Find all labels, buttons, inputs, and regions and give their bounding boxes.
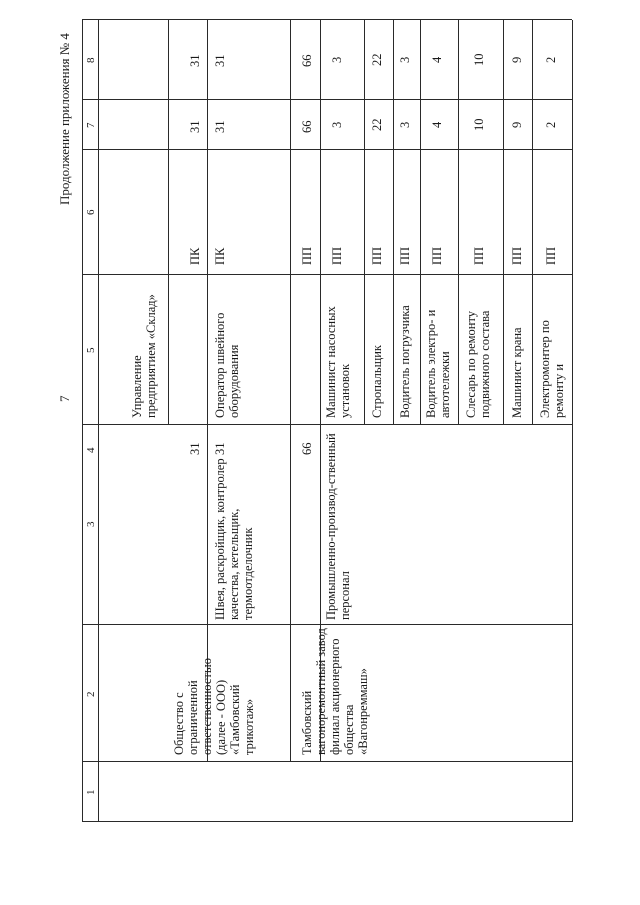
vag-total: 66 — [300, 442, 314, 455]
vag-row-1-col8: 3 — [330, 56, 344, 63]
vag-row-1-col5: Машинист насосных установок — [324, 306, 352, 418]
col-header-8: 8 — [85, 57, 97, 63]
vag-row-7-col6: ПП — [544, 246, 558, 265]
vag-row-6-col6: ПП — [510, 246, 524, 265]
skl-row2-col7: 31 — [213, 120, 227, 133]
skl-row2-col5: Оператор швейного оборудования — [213, 312, 241, 418]
col-header-2: 2 — [85, 691, 97, 697]
vag-row-5-col7: 10 — [472, 118, 486, 131]
skl-row2-col8: 31 — [213, 54, 227, 67]
vag-row-6-col5: Машинист крана — [510, 327, 524, 418]
continuation-caption: Продолжение приложения № 4 — [57, 33, 72, 205]
vag-row-5-col8: 10 — [472, 53, 486, 66]
vag-row-4-col5: Водитель электро- и автотележки — [424, 309, 452, 418]
vag-row-7-col7: 2 — [544, 121, 558, 128]
vag-group: Промышленно-производ-ственный персонал — [324, 433, 352, 620]
vag-row-5-col5: Слесарь по ремонту подвижного состава — [464, 310, 492, 418]
skl-row2-col6: ПК — [213, 247, 227, 265]
vag-row-3-col8: 3 — [398, 56, 412, 63]
col-header-7: 7 — [85, 122, 97, 128]
col-header-6: 6 — [85, 209, 97, 215]
skl-row1-col7: 31 — [188, 120, 202, 133]
vag-row-7-col8: 2 — [544, 56, 558, 63]
vag-row-1-col6: ПП — [330, 246, 344, 265]
vag-col8: 66 — [300, 54, 314, 67]
vag-row-4-col6: ПП — [430, 246, 444, 265]
skl-row1-col6: ПК — [188, 247, 202, 265]
page-number: 7 — [57, 395, 72, 402]
skl-row1-col8: 31 — [188, 54, 202, 67]
skl-col5-title: Управление предприятием «Склад» — [130, 294, 158, 418]
vag-row-2-col7: 22 — [370, 118, 384, 131]
vag-row-4-col7: 4 — [430, 121, 444, 128]
vag-row-6-col7: 9 — [510, 121, 524, 128]
vag-org-name: Тамбовский вагоноремонтный завод филиал акционерного общества «Вагонреммаш» — [300, 628, 370, 755]
skl-total: 31 — [188, 442, 202, 455]
skl-org-name: Общество с ограниченной ответственностью (далее - ООО) «Тамбовский трикотаж» — [172, 658, 256, 755]
col-header-1: 1 — [85, 789, 97, 795]
vag-row-4-col8: 4 — [430, 56, 444, 63]
col-header-4: 4 — [85, 447, 97, 453]
vag-col6: ПП — [300, 246, 314, 265]
col-header-3: 3 — [85, 521, 97, 527]
skl-row2-col3: Швея, раскройщик, контролер качества, кетельщик, термоотделочник — [213, 458, 255, 620]
vag-row-3-col7: 3 — [398, 121, 412, 128]
vag-row-6-col8: 9 — [510, 56, 524, 63]
vag-row-2-col8: 22 — [370, 53, 384, 66]
vag-row-5-col6: ПП — [472, 246, 486, 265]
vag-col7: 66 — [300, 120, 314, 133]
vag-row-3-col6: ПП — [398, 246, 412, 265]
col-header-5: 5 — [85, 347, 97, 353]
skl-row2-col4: 31 — [213, 442, 227, 455]
vag-row-1-col7: 3 — [330, 121, 344, 128]
vag-row-3-col5: Водитель погрузчика — [398, 305, 412, 418]
vag-row-7-col5: Электромонтер по ремонту и — [538, 320, 566, 418]
vag-row-2-col5: Стропальщик — [370, 345, 384, 418]
vag-row-2-col6: ПП — [370, 246, 384, 265]
